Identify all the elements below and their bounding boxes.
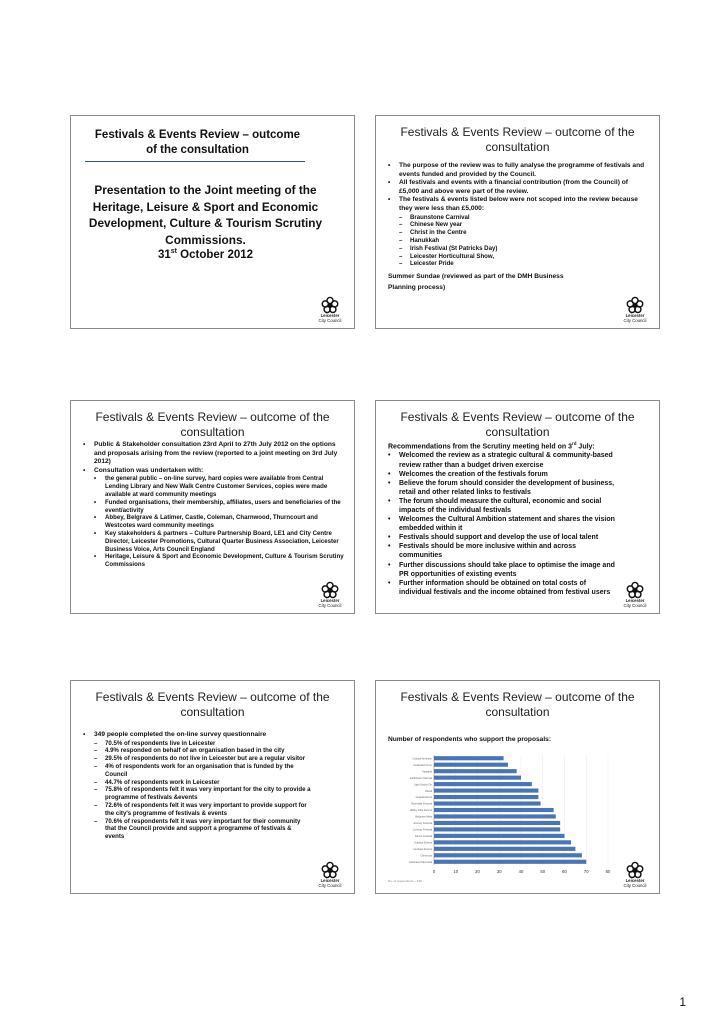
sub-item: – Irish Festival (St Patricks Day)	[399, 245, 649, 253]
list-item: • 349 people completed the on-line survey questionnaire	[83, 731, 312, 740]
category-label: Journey Festival	[413, 822, 432, 826]
list-item: • The festivals & events listed below were not scoped into the review because they were less than £5,000:	[388, 196, 649, 213]
sub-item: • Funded organisations, their membership, affiliates, users and beneficiaries of the event/activity	[94, 499, 344, 515]
page-number: 1	[679, 995, 686, 1009]
category-label: Cultural Ambition	[412, 757, 432, 761]
list-item: • The purpose of the review was to fully analyse the programme of festivals and events funded and provided by the Council.	[388, 162, 649, 179]
sub-item: – 75.8% of respondents felt it was very important for the city to provide a programme of festivals &events	[94, 786, 312, 802]
council-logo	[621, 581, 649, 609]
sub-item: – Hanukkah	[399, 237, 649, 245]
slide-1-title-line2: of the consultation	[146, 144, 249, 156]
council-logo	[621, 296, 649, 324]
logo-line1: Leicester	[625, 878, 645, 884]
bar	[434, 756, 504, 760]
date-day: 31	[157, 248, 171, 261]
sub-item: • Abbey, Belgrave & Latimer, Castle, Coleman, Charnwood, Thurncourt and Westcotes ward community meetings	[94, 514, 344, 530]
category-label: Abbey Park Events	[409, 809, 432, 813]
cinquefoil-icon	[626, 296, 644, 314]
sub-item: – Christ in the Centre	[399, 229, 649, 237]
cinquefoil-icon	[321, 861, 339, 879]
sub-item: • the general public – on-line survey, hard copies were available from Central Lending Library and New Walk Centre Customer Services, copies were made available at ward community meetings	[94, 475, 344, 498]
slide-4-title: Festivals & Events Review – outcome of the consultation	[400, 410, 635, 439]
cinquefoil-icon	[626, 861, 644, 879]
bar	[434, 808, 554, 812]
intro-text: Recommendations from the Scrutiny meeting held on 3	[388, 443, 572, 451]
bar	[434, 782, 532, 786]
bar	[434, 763, 508, 767]
slide-5	[70, 680, 355, 894]
bar	[434, 847, 575, 851]
bar	[434, 814, 556, 818]
x-tick-label: 40	[518, 869, 524, 874]
date-rest: October 2012	[176, 248, 254, 261]
bar	[434, 860, 586, 864]
title-rule	[85, 161, 305, 162]
bar	[434, 827, 560, 831]
slide-5-body	[83, 731, 312, 841]
category-label: Festivals Forum	[413, 763, 432, 767]
slide-6	[375, 680, 660, 894]
bar	[434, 801, 541, 805]
sub-item: – 4.9% responded on behalf of an organisation based in the city	[94, 747, 312, 755]
bar	[434, 853, 582, 857]
sub-item: – 4% of respondents work for an organisation that is funded by the Council	[94, 763, 312, 779]
logo-line2: City Council	[623, 318, 647, 324]
list-item: • Further information should be obtained on total costs of individual festivals and the income obtained from festival users	[388, 579, 617, 597]
slide-3-body	[83, 441, 344, 569]
list-item: • Festivals should be more inclusive within and across communities	[388, 542, 617, 560]
intro-text-end: July:	[576, 443, 595, 451]
category-label: Outdoor Events	[413, 841, 432, 845]
chart-footnote: No. of respondents – 349	[388, 879, 422, 883]
x-tick-label: 60	[562, 869, 567, 874]
council-logo	[621, 861, 649, 889]
sub-item: – Leicester Pride	[399, 260, 649, 268]
presentation-date	[83, 248, 328, 261]
slide-5-title: Festivals & Events Review – outcome of the consultation	[95, 690, 330, 719]
sub-item: – 44.7% of respondents work in Leicester	[94, 779, 312, 787]
slide-1	[70, 115, 355, 329]
presentation-text: Presentation to the Joint meeting of the Heritage, Leisure & Sport and Economic Development, Culture & Tourism Scrutiny Commissions.	[88, 183, 323, 247]
logo-line1: Leicester	[320, 598, 340, 604]
category-label: Heritage Events	[413, 847, 432, 851]
sub-item: – 29.5% of respondents do not live in Leicester but are a regular visitor	[94, 755, 312, 763]
sub-item: – 70.5% of respondents live in Leicester	[94, 740, 312, 748]
slide-1-title	[85, 128, 310, 158]
chart-heading: Number of respondents who support the proposals:	[388, 736, 552, 743]
logo-line2: City Council	[318, 603, 342, 609]
slide-3	[70, 400, 355, 614]
slide-4-intro	[388, 439, 617, 451]
bar	[434, 769, 517, 773]
list-item: • Consultation was undertaken with:	[83, 467, 344, 476]
logo-line2: City Council	[318, 318, 342, 324]
footer-note: Summer Sundae (reviewed as part of the DMH Business Planning process)	[388, 273, 564, 292]
x-tick-label: 20	[475, 869, 480, 874]
logo-line1: Leicester	[320, 313, 340, 319]
date-suffix: st	[170, 248, 177, 255]
x-tick-label: 0	[432, 869, 436, 874]
slide-4	[375, 400, 660, 614]
sub-item: – Braunstone Carnival	[399, 214, 649, 222]
list-item: • Welcomed the review as a strategic cultural & community-based review rather than a budget driven exercise	[388, 451, 617, 469]
support-bar-chart	[386, 753, 621, 887]
category-label: Caribbean Carnival	[409, 776, 432, 780]
list-item: • Welcomes the creation of the festivals forum	[388, 470, 617, 479]
list-item: • Public & Stakeholder consultation 23rd April to 27th July 2012 on the options and proposals arising from the review (reported to a joint meeting on 3rd July 2012)	[83, 441, 344, 467]
category-label: Dance Festival	[414, 835, 432, 839]
intro-sup: rd	[571, 441, 577, 446]
list-item: • Believe the forum should consider the development of business, retail and other related links to festivals	[388, 479, 617, 497]
cinquefoil-icon	[321, 296, 339, 314]
x-tick-label: 80	[605, 869, 611, 874]
bar	[434, 821, 560, 825]
category-label: Belgrave Mela	[415, 815, 432, 819]
sub-item: – Leicester Horticultural Show,	[399, 253, 649, 261]
sub-item: – 70.6% of respondents felt it was very important for their community that the Council provide and support a programme of festivals & events	[94, 818, 312, 841]
slide-4-body	[388, 439, 617, 597]
category-label: Light Switch On	[413, 783, 432, 787]
x-tick-label: 10	[453, 869, 459, 874]
x-tick-label: 30	[496, 869, 502, 874]
list-item: • The forum should measure the cultural, economic and social impacts of the individual festivals	[388, 497, 617, 515]
category-label: Gujarati Event	[415, 796, 432, 800]
slide-6-title: Festivals & Events Review – outcome of the consultation	[400, 690, 635, 719]
slide-2	[375, 115, 660, 329]
list-item: • Welcomes the Cultural Ambition statement and shares the vision embedded within it	[388, 515, 617, 533]
category-label: Vaisakhi	[422, 770, 432, 774]
category-label: Riverside Festival	[411, 802, 432, 806]
category-label: Diwali	[425, 789, 432, 793]
bar	[434, 789, 538, 793]
list-item: • Further discussions should take place to optimise the image and PR opportunities of existing events	[388, 561, 617, 579]
logo-line1: Leicester	[320, 878, 340, 884]
council-logo	[316, 581, 344, 609]
sub-item: • Heritage, Leisure & Sport and Economic Development, Culture & Tourism Scrutiny Commissions	[94, 553, 344, 569]
logo-line2: City Council	[623, 883, 647, 889]
logo-line1: Leicester	[625, 598, 645, 604]
slide-3-title: Festivals & Events Review – outcome of the consultation	[95, 410, 330, 439]
slide-1-title-line1: Festivals & Events Review – outcome	[94, 129, 301, 141]
logo-line2: City Council	[623, 603, 647, 609]
bar	[434, 834, 565, 838]
list-item: • All festivals and events with a financial contribution (from the Council) of £5,000 and above were part of the review.	[388, 179, 649, 196]
category-label: Holocaust Memorial	[409, 860, 432, 864]
sub-item: – 72.6% of respondents felt it was very important to provide support for the city's programme of festivals & events	[94, 802, 312, 818]
list-item: • Festivals should support and develop the use of local talent	[388, 533, 617, 542]
logo-line1: Leicester	[625, 313, 645, 319]
cinquefoil-icon	[626, 581, 644, 599]
bar	[434, 776, 521, 780]
bar	[434, 840, 571, 844]
slide-2-body	[388, 162, 649, 293]
x-tick-label: 50	[540, 869, 546, 874]
slide-2-title: Festivals & Events Review – outcome of the consultation	[400, 125, 635, 154]
category-label: Christmas	[420, 854, 432, 858]
x-tick-label: 70	[583, 869, 589, 874]
council-logo	[316, 296, 344, 324]
bar	[434, 795, 538, 799]
cinquefoil-icon	[321, 581, 339, 599]
sub-item: – Chinese New year	[399, 221, 649, 229]
council-logo	[316, 861, 344, 889]
category-label: Comedy Festival	[412, 828, 432, 832]
logo-line2: City Council	[318, 883, 342, 889]
sub-item: • Key stakeholders & partners – Culture Partnership Board, LE1 and City Centre Director, Leicester Promotions, Cultural Quarter Business Association, Leicester Business Voice, Arts Council England	[94, 530, 344, 553]
